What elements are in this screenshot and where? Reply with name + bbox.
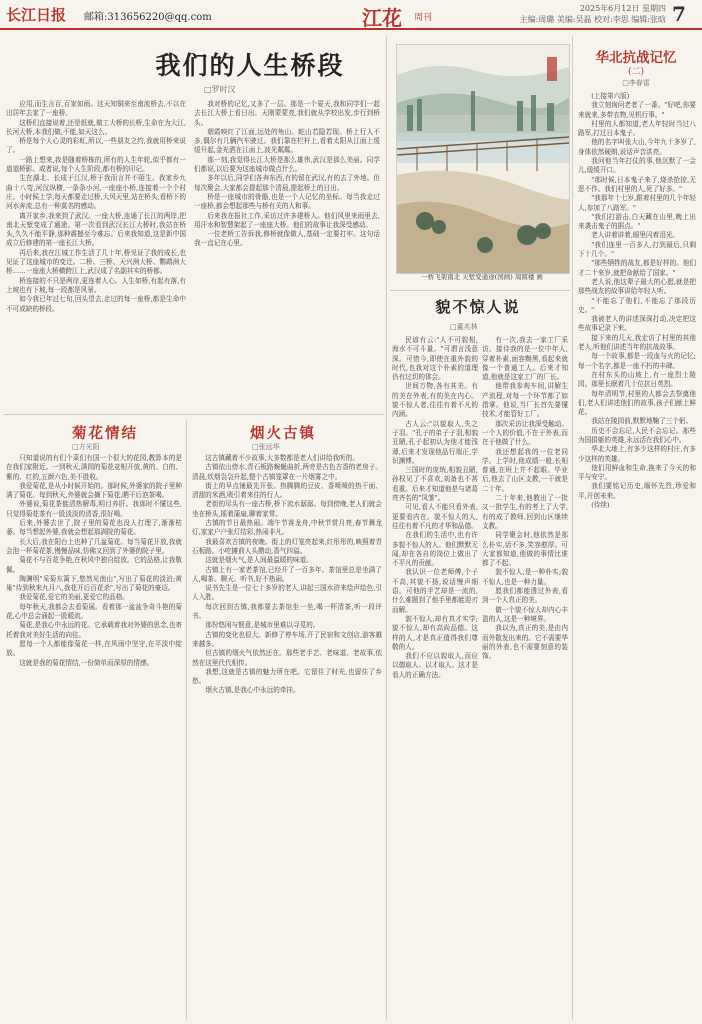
paragraph: "我那年十七岁,跟着村里的几个年轻人,参加了八路军。" xyxy=(578,194,696,212)
paragraph: "那时候,日本鬼子来了,烧杀抢掠,无恶不作。我们村里的人,死了好多。" xyxy=(578,175,696,193)
paragraph: 古镇的变化也很大。新修了停车场,开了民宿和文创店,游客越来越多。 xyxy=(192,630,382,648)
paragraph: (上接第六版) xyxy=(591,92,630,100)
paragraph: 古镇的节日最热闹。端午节赛龙舟,中秋节赏月亮,春节舞龙灯,家家户户张灯结彩,热闹非凡。 xyxy=(192,519,382,537)
paragraph: 街上的早点铺最先开张。热腾腾的豆皮、香喷喷的热干面、清甜的米酒,吸引着来往的行人。 xyxy=(192,481,382,500)
paragraph: 有一次,我去一家工厂采访。接待我的是一位中年人,穿着朴素,面容黝黑,看起来就像一个普通工人。后来才知道,他就是这家工厂的厂长。 xyxy=(482,336,568,382)
paragraph: 他的名字叫张大山,今年九十多岁了,身体依然硬朗,说话声音洪亮。 xyxy=(578,138,696,156)
page-number: 7 xyxy=(672,2,686,26)
paragraph: 老街的尽头有一座古桥,桥下流水潺潺。每到傍晚,老人们就会坐在桥头,摇着蒲扇,聊着家常。 xyxy=(192,500,382,518)
series-author: □李春雷 xyxy=(622,79,650,87)
paragraph: 我问他当年打仗的事,他沉默了一会儿,缓缓开口。 xyxy=(578,157,696,175)
paragraph: 陶渊明"采菊东篱下,悠然见南山",写出了菊花的淡泊;黄巢"待到秋来九月八,我花开后百花杀",写出了菊花的豪迈。 xyxy=(6,574,182,593)
paragraph: 如今我已年过七旬,回头望去,走过的每一座桥,都是生命中不可或缺的桥段。 xyxy=(6,295,186,313)
paragraph: 村里的人都知道,老人年轻时当过八路军,打过日本鬼子。 xyxy=(578,119,696,138)
essay-title: 貌不惊人说 xyxy=(435,298,521,316)
paragraph: 外婆说,菊花茶能清热解毒,明目养肝。我那时不懂这些,只觉得菊花茶有一股淡淡的清香,很好喝。 xyxy=(6,500,182,518)
paragraph: 应用,而生言百,百家如雨。这天知铜来至南流桥去,不以在田居年去家了一座桥。 xyxy=(6,100,186,118)
paragraph: 古人云:"以貌取人,失之子羽。"孔子的弟子子羽,相貌丑陋,孔子起初认为他才能浅薄,后来才发现他品行端正,学识渊博。 xyxy=(392,419,478,465)
paragraph: 再后来,我在江城工作生活了几十年,桥见证了我的成长,也见证了这座城市的变迁。二桥、三桥、天兴洲大桥、鹦鹉洲大桥……一座座大桥横跨江上,武汉成了名副其实的桥都。 xyxy=(6,248,186,276)
paragraph: 那份悠闲与惬意,是城市里难以寻觅的。 xyxy=(205,621,320,630)
page-header xyxy=(0,0,702,30)
paragraph: 桥是一座城市的骨骼,也是一个人记忆的坐标。每当我走过一座桥,都会想起那些与桥有关的人和事。 xyxy=(194,192,380,211)
paragraph: 历史不会忘记,人民不会忘记。那些为国捐躯的英雄,永远活在我们心中。 xyxy=(578,426,696,444)
paragraph: 一位老桥工告诉我,修桥就像做人,基础一定要打牢。这句话我一直记在心里。 xyxy=(194,230,380,248)
paragraph: 貌不惊人,却有真才实学;貌不惊人,却有高尚品德。这样的人,才是真正值得我们尊敬的人。 xyxy=(392,614,478,651)
paragraph: 我最喜欢古镇的夜晚。街上的灯笼亮起来,红彤彤的,映照着青石板路。小吃摊前人头攒动,香气四溢。 xyxy=(192,537,382,555)
divider xyxy=(390,290,570,291)
paragraph: 我认识一位老师傅,个子不高,其貌不扬,说话慢声细语。可他的手艺却是一流的,什么难题到了他手里都能迎刃而解。 xyxy=(392,568,478,614)
paragraph: 世间万物,各有其美。有的美在外表,有的美在内心。貌不惊人者,往往有着不凡的内涵。 xyxy=(392,382,478,419)
painting-caption: 一桥飞架南北 天堑变通途(国画) 周圆楼 画 xyxy=(421,273,543,281)
paragraph: 这就是我的菊花情结,一份简单而深厚的情感。 xyxy=(19,658,154,667)
divider xyxy=(186,420,187,1020)
paragraph: 一路上想来,我是随着桥栋的,所有的人生年轮,似乎都有一道道桥影。或者说,每个人生阶段,都有桥的印记。 xyxy=(6,155,186,174)
paragraph: 我们不应以貌取人,而应以德取人、以才取人。这才是看人的正确方法。 xyxy=(392,652,478,679)
paragraph: 我以为,真正的美,是由内而外散发出来的。它不需要华丽的外表,也不需要刻意的装饰。 xyxy=(482,624,568,661)
paragraph: 每年秋天,我都会去看菊展。看着那一盆盆争奇斗艳的菊花,心中总会涌起一股暖流。 xyxy=(6,602,182,621)
paragraph: 老人讲着讲着,眼里闪着泪光。 xyxy=(591,231,680,240)
editor-credits: 主编:周璐 美编:吴磊 校对:李思 编辑:张晗 xyxy=(519,15,666,24)
newspaper-brand: 长江日报 xyxy=(6,6,67,24)
paragraph: 那一刻,我觉得长江大桥是那么雄伟,武汉是那么美丽。同学们都说,以后要为这座城市做点什么。 xyxy=(194,155,380,174)
paragraph: 接下来的几天,我走访了村里的其他老人,听他们讲述当年的抗战故事。 xyxy=(578,333,696,352)
chrysanthemum-body xyxy=(6,454,182,1020)
paragraph: "那些牺牲的战友,都是好样的。他们才二十来岁,就把命献给了国家。" xyxy=(578,259,696,277)
paragraph: 生在湖北、长成于江汉,桥于我而言并不陌生。我家乡九曲十八弯,河汊纵横,一条条小河,一座座小桥,连接着一个个村庄。小时候上学,每天都要走过桥,大风天里,站在桥头,看桥下的河水奔流,总有一种莫名的感动。 xyxy=(6,174,186,211)
essay-author: □董兆林 xyxy=(450,323,478,331)
paragraph: 我被老人的讲述深深打动,决定把这些故事记录下来。 xyxy=(578,315,696,333)
supplement-subtitle: 周刊 xyxy=(414,13,433,23)
paragraph: "不能忘了他们,不能忘了那段历史。" xyxy=(578,296,696,314)
paragraph: "我们连里一百多人,打到最后,只剩下十几个。" xyxy=(578,240,696,259)
issue-date: 2025年6月12日 星期四 xyxy=(579,4,666,13)
paragraph: 愿每一个人都能像菊花一样,在风雨中坚守,在平淡中绽放。 xyxy=(6,639,182,658)
paragraph: 做一个貌不惊人却内心丰盈的人,这是一种境界。 xyxy=(482,605,568,623)
paragraph: 每次回到古镇,我都要去茶馆坐一坐,喝一杯清茶,听一段评书。 xyxy=(192,602,382,621)
divider xyxy=(572,36,573,1020)
paragraph: 这古镇藏着不少故事,大多数都是老人们讲给我听的。 xyxy=(205,454,359,462)
paragraph: 愿我们都能透过外表,看到一个人真正的美。 xyxy=(482,587,568,605)
paragraph: 老人说,他这辈子最大的心愿,就是把那些战友的故事讲给年轻人听。 xyxy=(578,277,696,296)
paragraph: 只知道说的有们个菜们有国一个很大的花园,教算本的是在我们家附近。一到秋天,满园的菊花竞相开放,黄的、白的、紫的、红的,五颜六色,美不胜收。 xyxy=(6,454,182,481)
paragraph: 后来我在报社工作,采访过许多建桥人。他们风里来雨里去,用汗水和智慧架起了一座座大桥。他们的故事让我深受感动。 xyxy=(194,211,380,229)
paragraph: 后来,外婆去世了,院子里的菊花也没人打理了,渐渐枯萎。每当想起外婆,我就会想起那满院的菊花。 xyxy=(6,519,182,537)
email-text: 邮箱:313656220@qq.com xyxy=(84,12,212,23)
paragraph: 在村东头的山坡上,有一座烈士陵园。那里长眠着几十位抗日英烈。 xyxy=(578,370,696,389)
town-author: □张远华 xyxy=(252,443,280,451)
series-body xyxy=(578,92,696,1020)
paragraph: 那次采访让我深受触动。一个人的价值,不在于外表,而在于他做了什么。 xyxy=(482,419,568,447)
paragraph: 古镇依山傍水,青石板路蜿蜒曲折,两旁是古色古香的老房子。清晨,炊烟袅袅升起,整个古镇笼罩在一片烟雾之中。 xyxy=(192,463,382,481)
paragraph: 离开家乡,我来到了武汉。一座大桥,连通了长江的两岸,把南北天堑变成了通途。第一次看到武汉长江大桥时,我站在桥头,久久不能平静,那种震撼至今难忘。后来我知道,这是新中国成立后修建的第一座长江大桥。 xyxy=(6,211,186,248)
paragraph: 我爱菊花,爱它的美丽,更爱它的品格。 xyxy=(19,593,129,602)
paragraph: 二十年来,他教出了一批又一批学生,有的考上了大学,有的成了教师,回到山区继续支教。 xyxy=(482,494,568,530)
paragraph: 同学聚会时,他依然是那么朴实,话不多,笑容憨厚。可大家都知道,他做的事情比谁都了不起。 xyxy=(482,531,568,568)
paragraph: 这桥们直接说着,还是纸就,做工大桥的长桥,生命在为大江,长河大桥,本我们做,不能,如天这么。 xyxy=(6,118,186,136)
paragraph: "我们打游击,白天藏在山里,晚上出来袭击鬼子的据点。" xyxy=(578,212,696,231)
main-article-col1 xyxy=(6,100,186,410)
paragraph: 桥连接的不只是两岸,更连着人心。人生如桥,有起有落,有上坡也有下坡,每一段都是风景。 xyxy=(6,276,186,294)
paragraph: 我爱菊花,是从小时候开始的。那时候,外婆家的院子里种满了菊花。每到秋天,外婆就会摘下菊花,晒干后泡茶喝。 xyxy=(6,481,182,500)
paragraph: 这就是烟火气,是人间最温暖的味道。 xyxy=(205,556,313,565)
divider xyxy=(386,36,387,1020)
main-article-col2 xyxy=(194,100,380,410)
paragraph: 我想,这就是古镇的魅力所在吧。它留住了时光,也留住了乡愁。 xyxy=(192,667,382,686)
paragraph: 华北大地上,有多少这样的村庄,有多少这样的英雄。 xyxy=(578,445,696,463)
bridge-painting-icon xyxy=(397,45,569,273)
paragraph: 说书先生是一位七十多岁的老人,讲起三国水浒来绘声绘色,引人入胜。 xyxy=(192,584,382,602)
paragraph: 我站在陵园前,默默地鞠了三个躬。 xyxy=(591,417,693,426)
paragraph: 民谚有云:"人不可貌相,海水不可斗量。"可谓言浅意深。可惜今,即使在重外貌的时代,也我对这个朴素的道理仍有过切的体会。 xyxy=(392,336,478,382)
paragraph: 多年以后,同学们各奔东西,有的留在武汉,有的去了外地。但每次聚会,大家都会提起那个清晨,提起桥上的日出。 xyxy=(194,174,380,192)
essay-col2 xyxy=(482,336,568,1020)
paragraph: 每一个故事,都是一段血与火的记忆;每一个名字,都是一座不朽的丰碑。 xyxy=(578,352,696,370)
paragraph: 我还想起我的一位老同学。上学时,他成绩一般,长相普通,在班上并不起眼。毕业后,他去了山区支教,一干就是二十年。 xyxy=(482,447,568,493)
paragraph: 在我们的生活中,也有许多貌不惊人的人。他们默默无闻,却在各自的岗位上做出了不平凡的贡献。 xyxy=(392,531,478,568)
paragraph: 菊花不与百花争艳,在秋风中独自绽放。它的品格,让我敬佩。 xyxy=(6,556,182,574)
main-article-author: □罗时汉 xyxy=(204,85,236,94)
paragraph: 我们要铭记历史,缅怀先烈,珍爱和平,开创未来。 xyxy=(578,482,696,500)
painting-image xyxy=(396,44,570,274)
chrysanthemum-title: 菊花情结 xyxy=(72,425,138,442)
divider xyxy=(4,414,384,415)
town-title: 烟火古镇 xyxy=(250,425,316,442)
series-subtitle: (二) xyxy=(627,67,645,77)
paragraph: 三国时的庞统,相貌丑陋,孙权见了不喜欢,刘备也不甚看重。后来才知道他是与诸葛亮齐名的"凤雏"。 xyxy=(392,466,478,503)
paragraph: 长大后,我在阳台上也种了几盆菊花。每当菊花开放,我就会泡一杯菊花茶,慢慢品味,仿佛又回到了外婆的院子里。 xyxy=(6,537,182,555)
main-article-title: 我们的人生桥段 xyxy=(155,51,345,80)
paragraph: 他们用鲜血和生命,换来了今天的和平与安宁。 xyxy=(578,463,696,482)
paragraph: 我对桥的记忆,又多了一层。那是一个夏天,我和同学们一起去长江大桥上看日出。天刚蒙蒙亮,我们就从学校出发,步行到桥头。 xyxy=(194,100,380,127)
paragraph: (待续) xyxy=(591,501,610,510)
paragraph: 桥是每个人心灵的彩虹,所以,一些朋友之约,我就用桥来说了。 xyxy=(6,137,186,155)
paragraph: 他带我参观车间,讲解生产流程,对每一个环节都了如指掌。他说,当厂长首先要懂技术,才能管好工厂。 xyxy=(482,382,568,419)
header-meta xyxy=(470,3,666,25)
paragraph: 每年清明节,村里的人都会去祭奠他们,老人们讲述他们的故事,孩子们献上鲜花。 xyxy=(578,389,696,417)
paragraph: 貌不惊人,是一种朴实;貌不惊人,也是一种力量。 xyxy=(482,568,568,586)
chrysanthemum-author: □方光阳 xyxy=(72,443,100,451)
supplement-title: 江花 xyxy=(362,6,402,30)
paragraph: 可见,看人不能只看外表,更要看内在。貌不惊人的人,往往有着不凡的才华和品德。 xyxy=(392,503,478,530)
paragraph: 但古镇的烟火气依然还在。那些老手艺、老味道、老故事,依然在这里代代相传。 xyxy=(192,649,382,667)
town-body xyxy=(192,454,382,1020)
paragraph: 菊花,是我心中永远的花。它承载着我对外婆的思念,也寄托着我对美好生活的向往。 xyxy=(6,621,182,639)
paragraph: 烟火古镇,是我心中永远的牵挂。 xyxy=(205,686,300,695)
paragraph: 朝霞映红了江面,远处的龟山、蛇山若隐若现。桥上行人不多,偶尔有几辆汽车驶过。我们靠在栏杆上,看着太阳从江面上缓缓升起,金光洒在江面上,波光粼粼。 xyxy=(194,127,380,155)
paragraph: 我立刻询问老者了一番。"好吧,你要来就来,多带衣物,见机行事。" xyxy=(578,101,696,119)
paragraph: 古镇上有一家老茶馆,已经开了一百多年。茶馆里总是坐满了人,喝茶、聊天、听书,好不热闹。 xyxy=(192,565,382,583)
essay-col1 xyxy=(392,336,478,1020)
series-title: 华北抗战记忆 xyxy=(595,50,677,66)
